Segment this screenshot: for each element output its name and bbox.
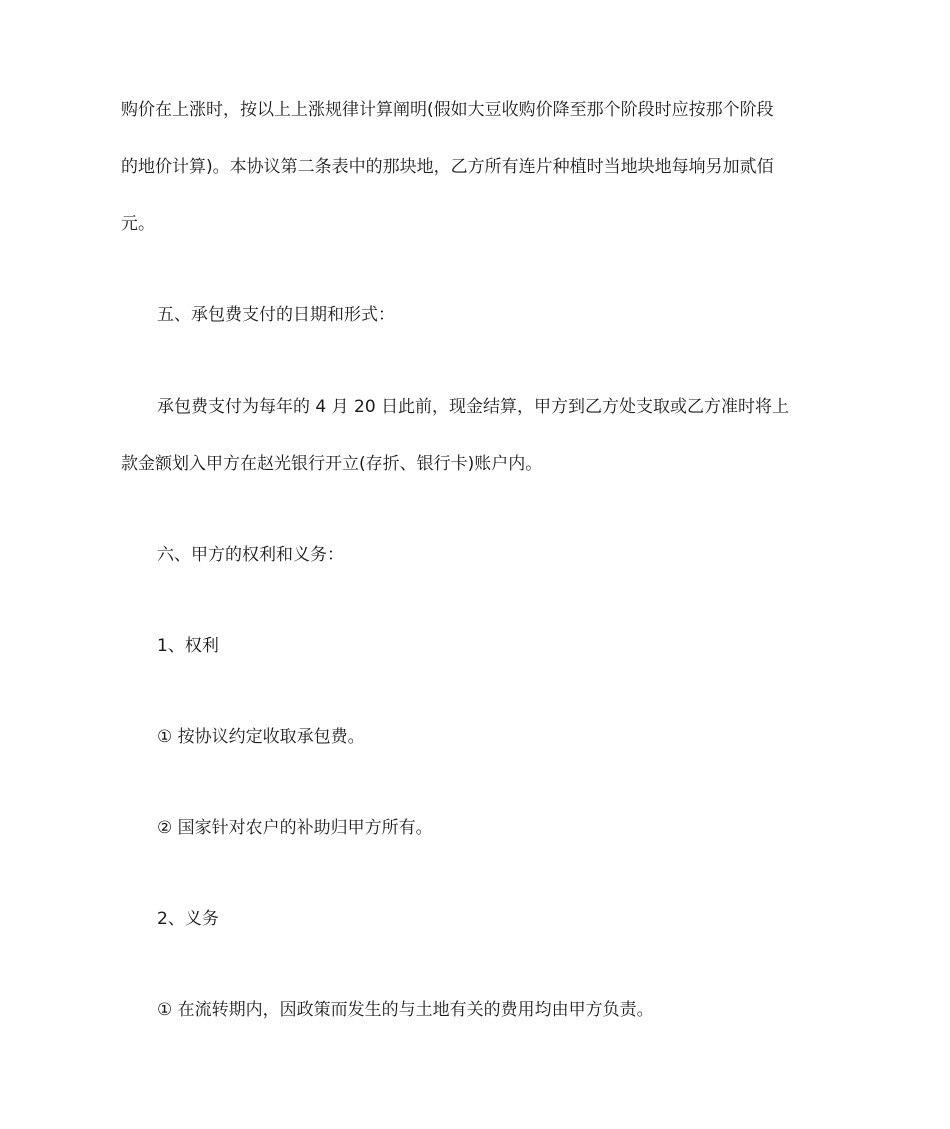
list-item: ① 按协议约定收取承包费。 [157,727,365,747]
list-item: ① 在流转期内，因政策而发生的与土地有关的费用均由甲方负责。 [157,1000,654,1020]
paragraph-line: 款金额划入甲方在赵光银行开立(存折、银行卡)账户内。 [121,454,543,474]
paragraph-line: 承包费支付为每年的 4 月 20 日此前，现金结算，甲方到乙方处支取或乙方准时将上 [157,397,790,417]
paragraph-line: 的地价计算)。本协议第二条表中的那块地，乙方所有连片种植时当地块地每垧另加贰佰 [121,157,774,177]
section-heading: 五、承包费支付的日期和形式： [157,305,395,325]
section-heading: 六、甲方的权利和义务： [157,545,344,565]
subsection-heading: 1、权利 [157,636,219,656]
paragraph-line: 元。 [121,214,155,234]
subsection-heading: 2、义务 [157,909,219,929]
list-item: ② 国家针对农户的补助归甲方所有。 [157,818,433,838]
paragraph-line: 购价在上涨时，按以上上涨规律计算阐明(假如大豆收购价降至那个阶段时应按那个阶段 [121,100,774,120]
